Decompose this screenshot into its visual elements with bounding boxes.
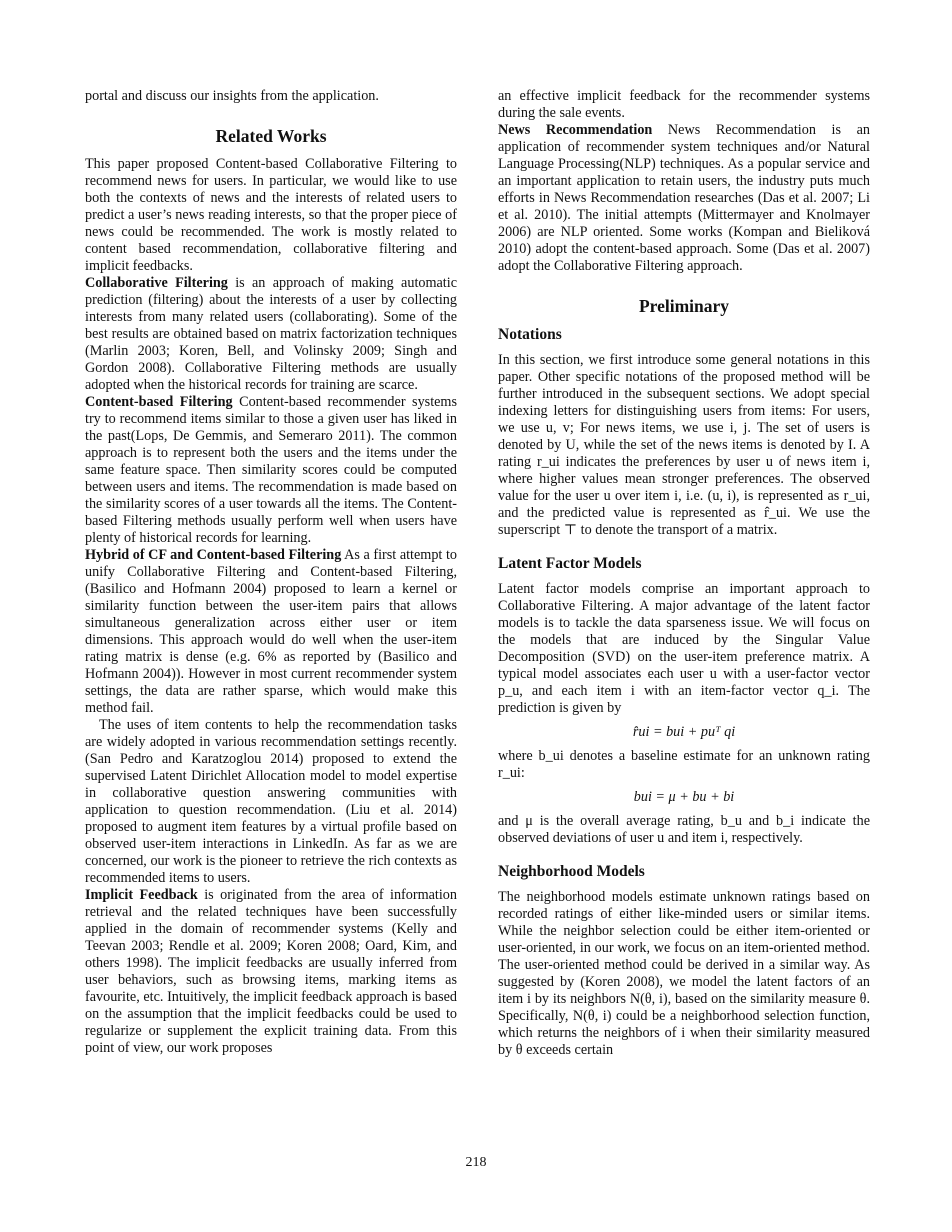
prediction-equation: r̂ui = bui + puᵀ qi [632,724,736,740]
implicit-label: Implicit Feedback [85,887,198,903]
continuation-text: an effective implicit feedback for the recommender systems during the sale events. [498,88,870,121]
related-intro: This paper proposed Content-based Collaborative Filtering to recommend news for users. In particular, we would like to use both the contexts of news and the interests of related users to predict a user’s news reading interests, so that the proper piece of news could be recommended. The work is mostly related to content based recommendation, collaborative filtering and implicit feedbacks. [85,156,457,274]
hybrid-label: Hybrid of CF and Content-based Filtering [85,547,342,563]
intro-tail: portal and discuss our insights from the application. [85,88,379,104]
hybrid-paragraph [85,547,457,717]
baseline-intro: where b_ui denotes a baseline estimate for an unknown rating r_ui: [498,748,870,781]
cf-paragraph [85,275,457,394]
lfm-heading: Latent Factor Models [498,555,642,572]
implicit-text: is originated from the area of information retrieval and the related techniques have been successfully applied in the domain of recommender systems (Kelly and Teevan 2003; Rendle et al. 2009; Koren 2008; Oard, Kim, and others 1998). The implicit feedbacks are usually inferred from user behaviors, such as browsing items, marking items as favourite, etc. Intuitively, the implicit feedback approach is based on the assumption that the implicit feedbacks could be used to regularize or supplement the explicit training data. From this point of view, our work proposes [85,887,457,1056]
item-contents-paragraph: The uses of item contents to help the recommendation tasks are widely adopted in various recommendation settings recently. (San Pedro and Karatzoglou 2014) proposed to extend the supervised Latent Dirichlet Allocation model to model expertise in collaborative question answering communities with application to question recommendation. (Liu et al. 2014) proposed to augment item features by a virtual profile based on observed user-item interactions in LinkedIn. As far as we are concerned, our work is the pioneer to retrieve the rich contexts as recommended items to users. [85,717,457,886]
preliminary-heading: Preliminary [638,296,730,316]
cbf-text: Content-based recommender systems try to recommend items similar to those a given user has liked in the past(Lops, De Gemmis, and Semeraro 2011). The common approach is to represent both the users and the items under the same feature space. Then similarity scores could be computed between users and items. The recommendation is made based on the similarity scores of a user towards all the items. The Content-based Filtering methods usually perform well when users have plenty of historical records for learning. [85,394,457,546]
left-column [85,88,457,1057]
cbf-paragraph [85,394,457,547]
lfm-paragraph: Latent factor models comprise an important approach to Collaborative Filtering. A major advantage of the latent factor models is to tackle the data sparseness issue. We will focus on the models that are induced by the Singular Value Decomposition (SVD) on the user-item preference matrix. A typical model associates each user u with a user-factor vector p_u, and each item i with an item-factor vector q_i. The prediction is given by [498,581,870,716]
page-number: 218 [465,1155,487,1170]
notations-paragraph: In this section, we first introduce some general notations in this paper. Other specific notations of the proposed method will be further introduced in the subsequent sections. We adopt special indexing letters for distinguishing users from items: For users, we use u, v; For news items, we use i, j. The set of users is denoted by U, while the set of the news items is denoted by I. A rating r_ui indicates the preferences by user u of news item i, where higher values mean stronger preferences. The observed value for the user u over item i, i.e. (u, i), is represented as r_ui, and the predicted value is represented as r̂_ui. We use the superscript ⊤ to denote the transport of a matrix. [498,352,870,538]
neighborhood-heading: Neighborhood Models [498,863,645,880]
cbf-label: Content-based Filtering [85,394,233,410]
cf-text: is an approach of making automatic prediction (filtering) about the interests of a user by collecting interests from many related users (collaborating). Some of the best results are obtained based on matrix factorization techniques (Marlin 2003; Koren, Bell, and Volinsky 2009; Singh and Gordon 2008). Collaborative Filtering methods are usually adopted when the historical records for training are scarce. [85,275,457,393]
implicit-paragraph [85,887,457,1057]
related-works-heading: Related Works [215,126,327,146]
mu-paragraph: and μ is the overall average rating, b_u and b_i indicate the observed deviations of user u and item i, respectively. [498,813,870,846]
right-column [498,88,870,1059]
hybrid-text: As a first attempt to unify Collaborative Filtering and Content-based Filtering, (Basilico and Hofmann 2004) proposed to learn a kernel or similarity function between the user-item pairs that allows simultaneous generalization across either user or item dimensions. This approach would do well when the user-item rating matrix is dense (e.g. 6% as reported by (Basilico and Hofmann 2004)). However in most current recommender system settings, the data are rather sparse, which would make this method fail. [85,547,457,716]
news-label: News Recommendation [498,122,653,138]
cf-label: Collaborative Filtering [85,275,228,291]
news-paragraph [498,122,870,275]
news-text: News Recommendation is an application of recommender system techniques and/or Natural Language Processing(NLP) techniques. As a popular service and an important application to retain users, the industry puts much efforts in News Recommendation researches (Das et al. 2007; Li et al. 2010). The initial attempts (Mittermayer and Knolmayer 2006) are NLP oriented. Some works (Kompan and Bieliková 2010) adopt the content-based approach. Some (Das et al. 2007) adopt the Collaborative Filtering approach. [498,122,870,274]
neighborhood-paragraph: The neighborhood models estimate unknown ratings based on recorded ratings of either like-minded users or similar items. While the neighbor selection could be either item-oriented or user-oriented, in our work, we focus on an item-oriented method. The user-oriented method could be derived in a similar way. As suggested by (Koren 2008), we model the latent factors of an item i by its neighbors N(θ, i), based on the similarity measure θ. Specifically, N(θ, i) could be a neighborhood selection function, which returns the neighbors of i when their similarity measured by θ exceeds certain [498,889,870,1058]
notations-heading: Notations [498,326,562,343]
baseline-equation: bui = μ + bu + bi [633,789,735,805]
